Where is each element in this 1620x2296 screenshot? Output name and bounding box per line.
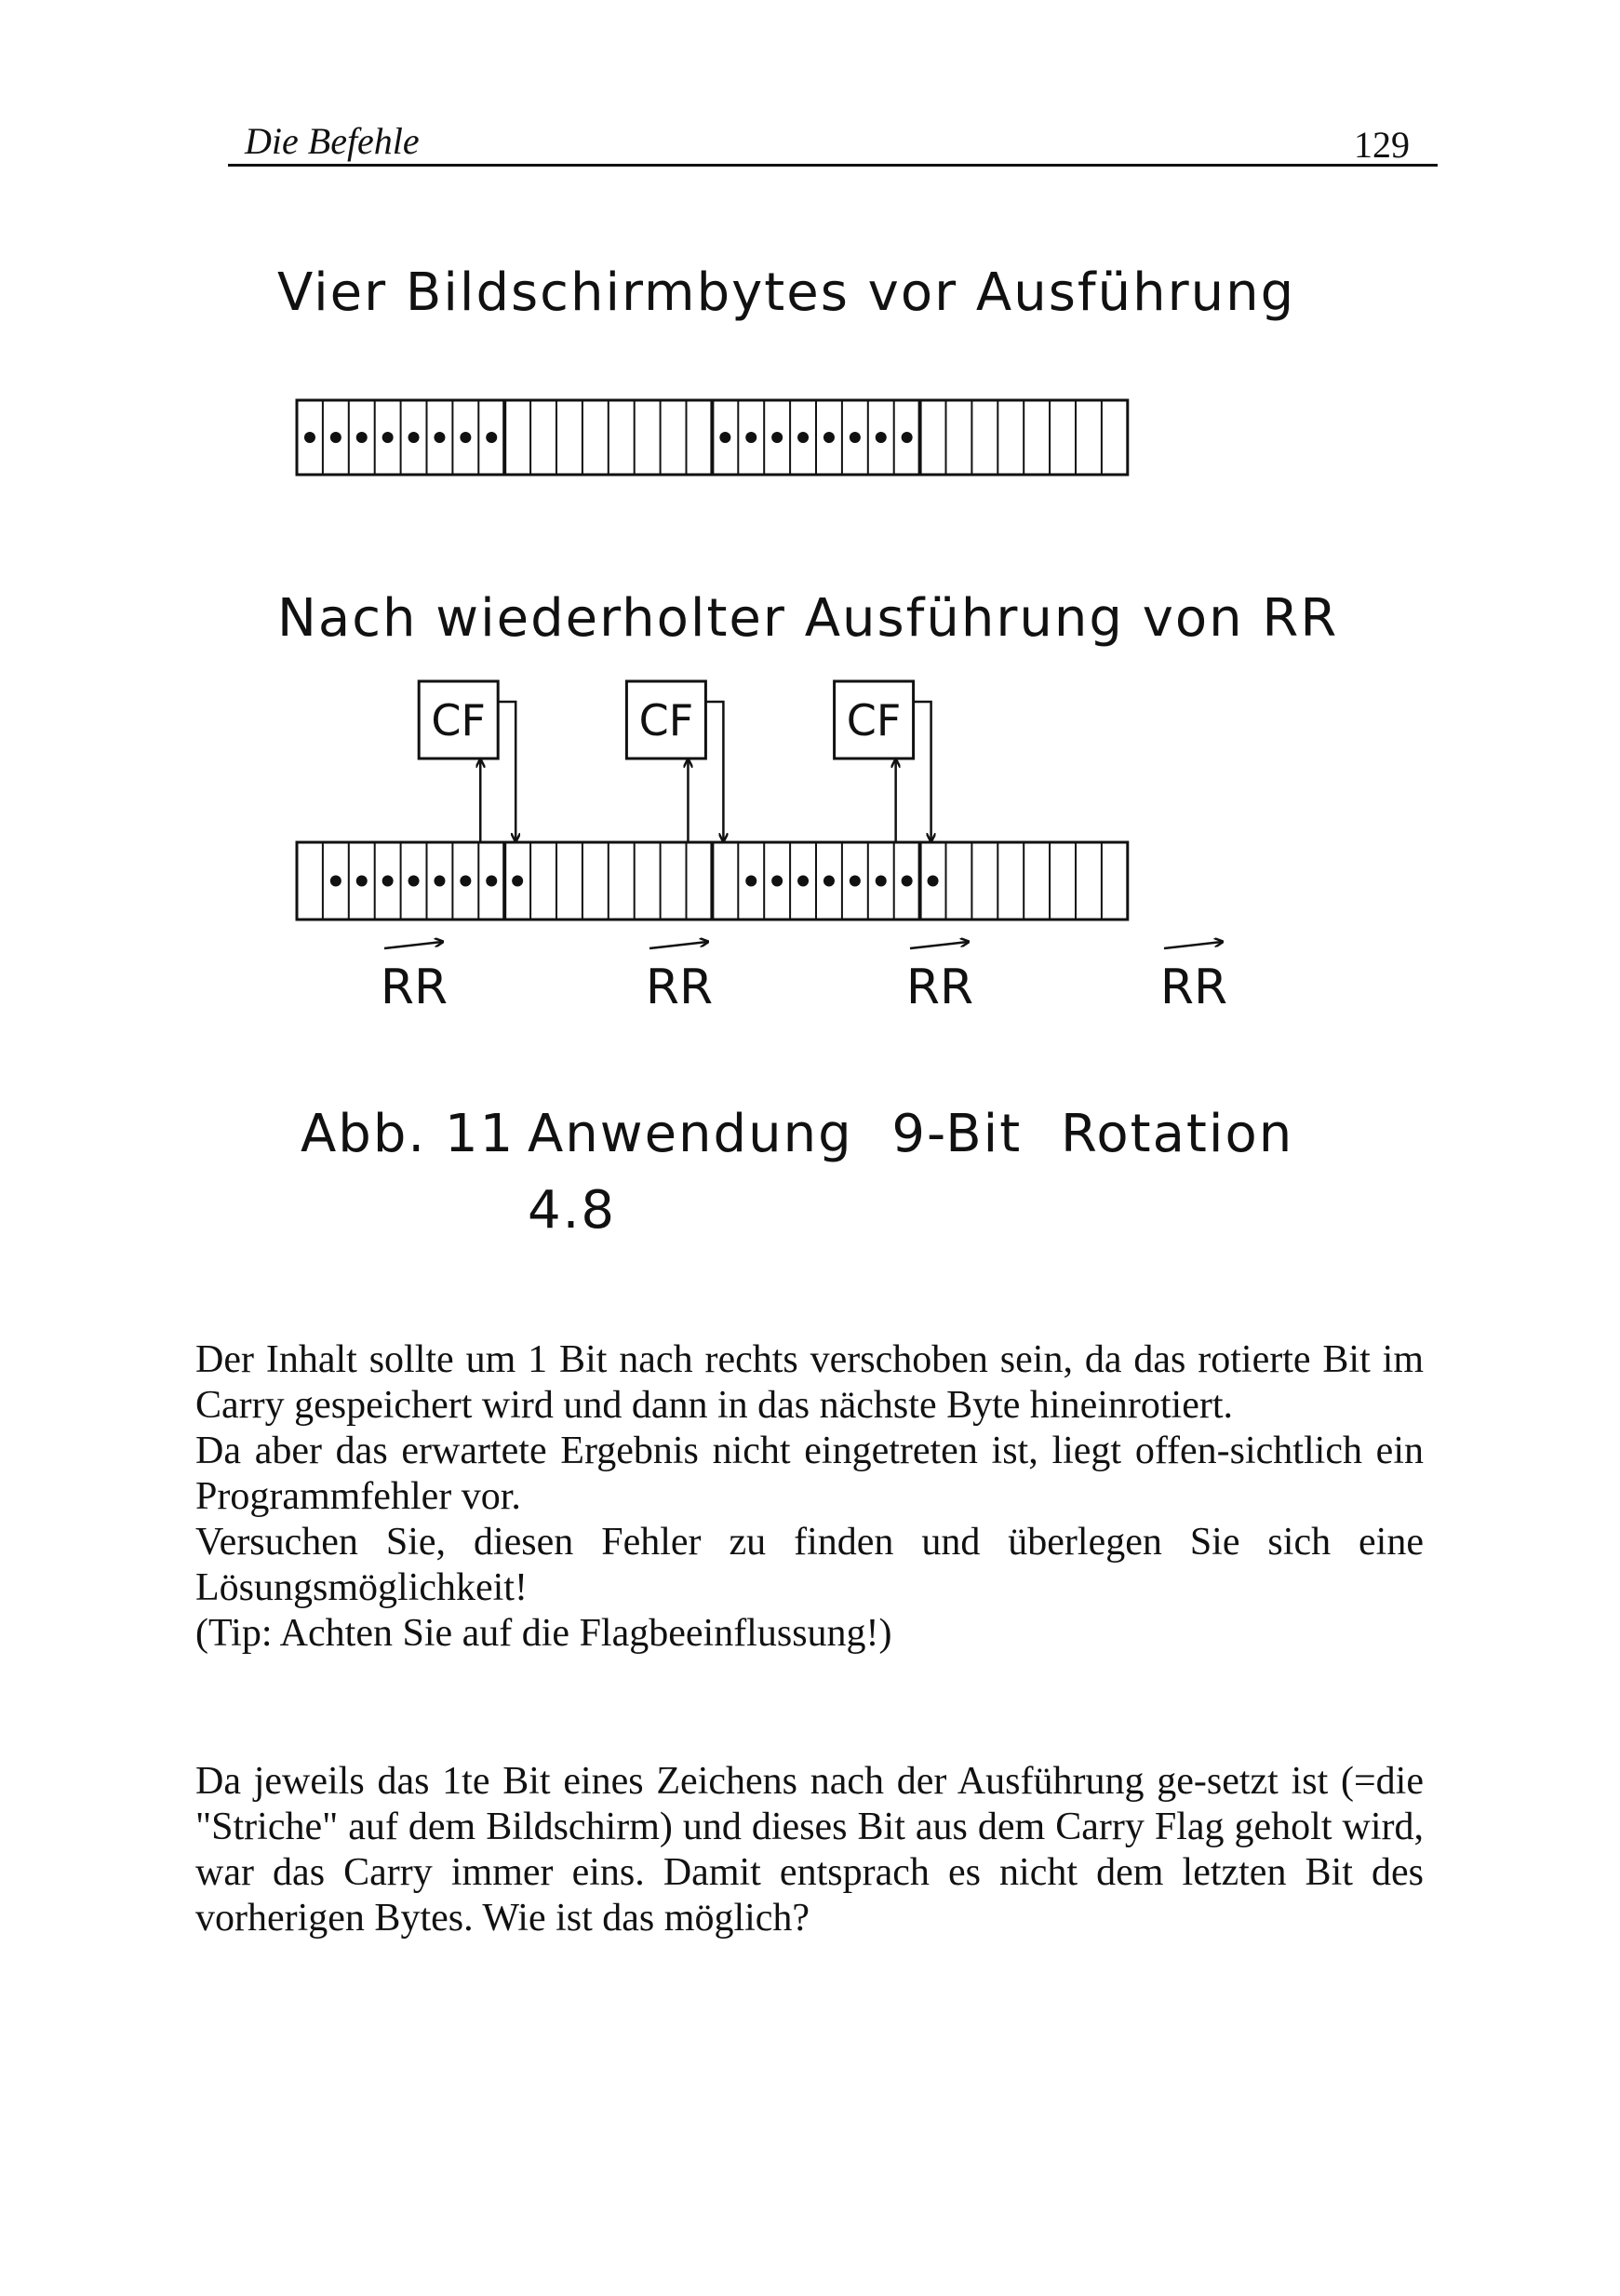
- bit-dot: [486, 432, 497, 443]
- bit-dot: [823, 876, 835, 887]
- figure-title-before: Vier Bildschirmbytes vor Ausführung: [277, 262, 1296, 323]
- figure-caption-text: Anwendung 9-Bit Rotation: [528, 1104, 1294, 1164]
- rotate-labels: [381, 942, 1227, 1015]
- bit-dot: [408, 876, 420, 887]
- bit-dot: [486, 876, 497, 887]
- bit-dot: [745, 432, 756, 443]
- body-line: Der Inhalt sollte um 1 Bit nach rechts verschoben sein, da das rotierte Bit im Carry gespeichert wird und dann in das nächste Byte hineinrotiert.: [195, 1338, 1424, 1427]
- bit-dot: [876, 876, 887, 887]
- carry-flag: [419, 681, 515, 842]
- body-paragraph-1: [195, 1337, 1424, 1657]
- bit-dot: [797, 876, 809, 887]
- rotate-right-text: RR: [905, 960, 974, 1015]
- carry-flags: [419, 681, 930, 842]
- bit-dot: [330, 432, 341, 443]
- carry-flag: [835, 681, 931, 842]
- rotate-right-label: [646, 942, 713, 1015]
- figure-title-after: Nach wiederholter Ausführung von RR: [277, 588, 1339, 649]
- bit-dot: [512, 876, 523, 887]
- carry-in-arrow: [498, 702, 515, 840]
- carry-flag: [626, 681, 723, 842]
- byte-row-after: [297, 842, 1128, 920]
- rotate-right-text: RR: [645, 960, 714, 1015]
- bit-dot: [771, 432, 783, 443]
- carry-flag-label: CF: [431, 695, 486, 745]
- bit-dot: [850, 876, 861, 887]
- rotate-right-text: RR: [1159, 960, 1228, 1015]
- bit-dot: [408, 432, 420, 443]
- carry-in-arrow: [705, 702, 723, 840]
- byte-row-before: [297, 400, 1128, 475]
- bit-dot: [928, 876, 939, 887]
- rotation-figure: [0, 0, 1620, 1117]
- bit-dot: [850, 432, 861, 443]
- figure-caption-section: 4.8: [528, 1180, 617, 1241]
- rotate-right-label: [906, 942, 973, 1015]
- body-line: Da aber das erwartete Ergebnis nicht eingetreten ist, liegt offen-sichtlich ein Programmfehler vor.: [195, 1430, 1424, 1518]
- body-paragraph-2: [195, 1759, 1424, 1941]
- running-title: Die Befehle: [245, 120, 420, 162]
- bit-dot: [434, 432, 445, 443]
- body-line: Da jeweils das 1te Bit eines Zeichens nach der Ausführung ge-setzt ist (=die "Striche" auf dem Bildschirm) und dieses Bit aus dem Carry Flag geholt wird, war das Carry immer eins. Damit entsprach es nicht dem letzten Bit des vorherigen Bytes. Wie ist das möglich?: [195, 1760, 1424, 1940]
- rotate-right-arrow: [649, 942, 707, 948]
- bit-dot: [823, 432, 835, 443]
- figure-caption-number: Abb. 11: [301, 1104, 515, 1164]
- bit-dot: [719, 432, 730, 443]
- bit-dot: [330, 876, 341, 887]
- carry-in-arrow: [914, 702, 931, 840]
- body-line: (Tip: Achten Sie auf die Flagbeeinflussung!): [195, 1612, 892, 1655]
- bit-dot: [304, 432, 315, 443]
- carry-flag-label: CF: [638, 695, 694, 745]
- bit-dot: [771, 876, 783, 887]
- bit-dot: [745, 876, 756, 887]
- rotate-right-arrow: [384, 942, 442, 948]
- bit-dot: [902, 432, 913, 443]
- bit-dot: [876, 432, 887, 443]
- rotate-right-arrow: [910, 942, 968, 948]
- rotate-right-arrow: [1164, 942, 1222, 948]
- bit-dot: [382, 432, 394, 443]
- rotate-right-label: [381, 942, 448, 1015]
- carry-flag-label: CF: [846, 695, 902, 745]
- rotate-right-text: RR: [380, 960, 449, 1015]
- bit-dot: [460, 432, 471, 443]
- bit-dot: [460, 876, 471, 887]
- bit-dot: [382, 876, 394, 887]
- bit-dot: [356, 876, 368, 887]
- body-line: Versuchen Sie, diesen Fehler zu finden und überlegen Sie sich eine Lösungsmöglichkeit!: [195, 1521, 1424, 1609]
- bit-dot: [797, 432, 809, 443]
- bit-dot: [356, 432, 368, 443]
- page-number: 129: [1354, 124, 1410, 166]
- bit-dot: [434, 876, 445, 887]
- rotate-right-label: [1160, 942, 1227, 1015]
- bit-dot: [902, 876, 913, 887]
